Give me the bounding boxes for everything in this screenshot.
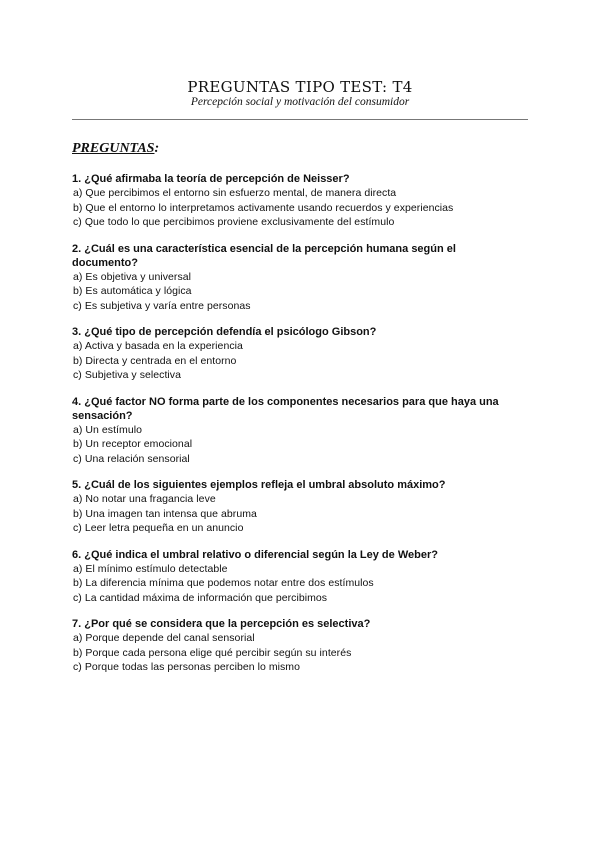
option-c: c) Una relación sensorial [73,452,190,465]
question-text: 7. ¿Por qué se considera que la percepción es selectiva? [72,618,371,630]
question-5 [72,478,512,536]
question-text: 1. ¿Qué afirmaba la teoría de percepción de Neisser? [72,173,350,185]
option-c: c) Subjetiva y selectiva [73,369,181,381]
option-b: b) Una imagen tan intensa que abruma [73,507,257,520]
option-b: b) Porque cada persona elige qué percibir según su interés [73,646,352,659]
question-text: 2. ¿Cuál es una característica esencial de la percepción humana según el documento? [72,242,456,269]
option-b: b) Un receptor emocional [73,438,193,450]
option-b: b) Es automática y lógica [73,285,192,297]
document-title: PREGUNTAS TIPO TEST: T4 [187,78,413,96]
option-a: a) El mínimo estímulo detectable [73,562,228,575]
question-1 [72,172,512,230]
option-c: c) La cantidad máxima de información que percibimos [73,591,328,604]
section-heading-label: PREGUNTAS [72,141,155,156]
question-text: 3. ¿Qué tipo de percepción defendía el psicólogo Gibson? [72,326,377,338]
question-text: 4. ¿Qué factor NO forma parte de los componentes necesarios para que haya una sensación? [72,395,499,422]
option-b: b) Que el entorno lo interpretamos activamente usando recuerdos y experiencias [73,201,454,214]
question-list [72,172,512,687]
header-divider [72,119,528,120]
question-6 [72,548,512,606]
option-a: a) Es objetiva y universal [73,270,192,283]
option-a: a) Que percibimos el entorno sin esfuerzo mental, de manera directa [73,187,397,199]
option-b: b) La diferencia mínima que podemos notar entre dos estímulos [73,577,374,589]
question-2 [72,242,512,314]
section-heading-colon: : [154,141,160,156]
option-c: c) Leer letra pequeña en un anuncio [73,522,244,534]
option-c: c) Que todo lo que percibimos proviene exclusivamente del estímulo [73,216,395,228]
option-c: c) Es subjetiva y varía entre personas [73,299,251,312]
option-c: c) Porque todas las personas perciben lo mismo [73,661,300,673]
option-a: a) Activa y basada en la experiencia [73,340,243,352]
question-text: 5. ¿Cuál de los siguientes ejemplos refleja el umbral absoluto máximo? [72,479,446,491]
option-a: a) No notar una fragancia leve [73,493,216,505]
option-a: a) Un estímulo [73,423,142,436]
document-subtitle: Percepción social y motivación del consumidor [190,96,410,108]
question-3 [72,325,512,383]
section-heading [72,141,159,157]
option-a: a) Porque depende del canal sensorial [73,632,255,644]
question-text: 6. ¿Qué indica el umbral relativo o diferencial según la Ley de Weber? [72,548,438,561]
question-4 [72,395,512,467]
option-b: b) Directa y centrada en el entorno [73,354,237,367]
question-7 [72,617,512,675]
